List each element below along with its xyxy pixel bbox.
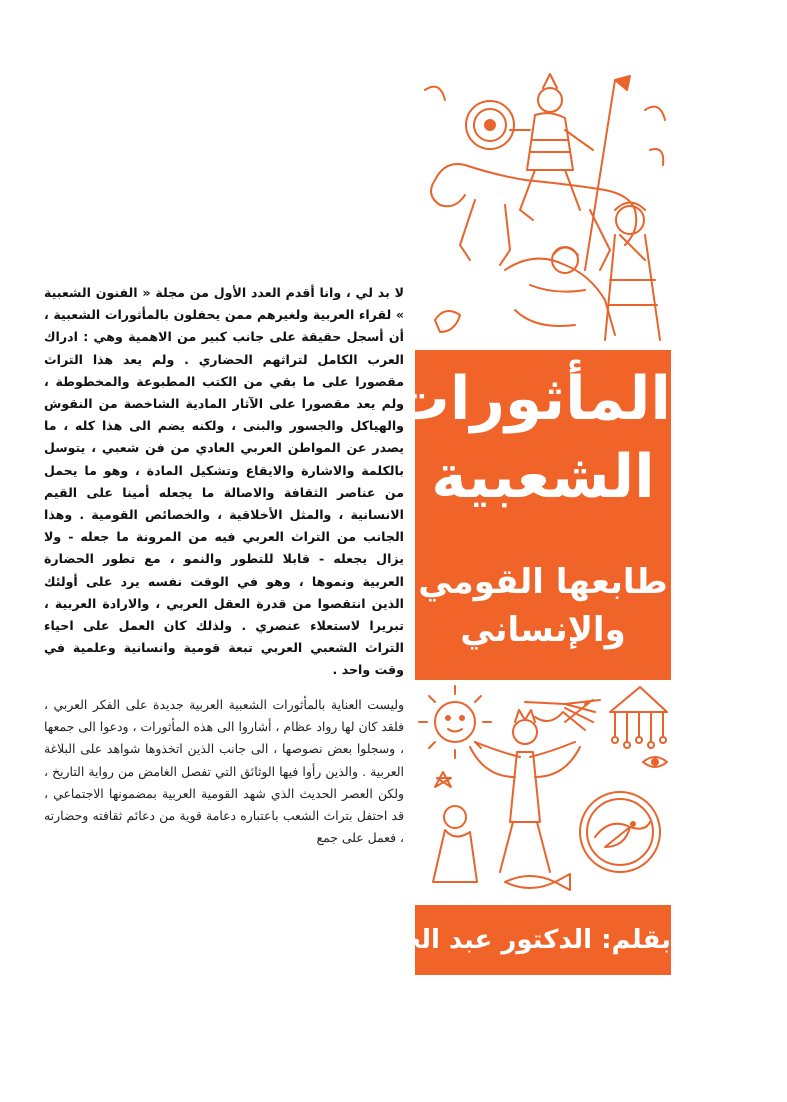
title-block	[389, 350, 671, 680]
horseman-icon	[415, 70, 671, 350]
body-column	[44, 282, 404, 919]
author-bar	[277, 905, 671, 975]
folk-symbols-icon	[415, 682, 671, 904]
intro-paragraph: لا بد لي ، وانا أقدم العدد الأول من مجلة « الفنون الشعبية » لقراء العربية ولغيرهم ممن يحفلون بالمأثورات الشعبية ، أن أسجل حقيقة على جانب كبير من الاهمية وهي : ادراك العرب الكامل لتراثهم الحضاري . ولم يعد هذا التراث مقصورا على ما بقي من الكتب المطبوعة والمخطوطة ، ولم يعد مقصورا على الآثار المادية الشاخصة من النقوش والهياكل والجسور والبنى ، ولكنه يضم الى هذا كله ، ما يصدر عن المواطن العربي العادي من فن شعبي ، يتوسل بالكلمة والاشارة والايقاع وتشكيل المادة ، وهو ما يحمل من عناصر الثقافة والاصالة ما يجعله أمينا على القيم الانسانية ، والمثل الأخلاقية ، والخصائص القومية . وهذا الجانب من التراث العربي فيه من المرونة ما جعله - ولا يزال يجعله - قابلا للتطور والنمو ، مع تطور الحضارة العربية ونموها ، وهو في الوقت نفسه يرد على أولئك الذين انتقصوا من قدرة العقل العربي ، والارادة العربية ، تبريرا لاستعلاء عنصري . ولذلك كان العمل على احياء التراث الشعبي العربي تبعة قومية وانسانية وعلمية في وقت واحد .	[44, 285, 404, 678]
bottom-illustration	[415, 682, 671, 904]
author-label: بقلم: الدكتور عبد الحميد يونس	[277, 925, 671, 955]
title-line-2: الشعبية	[431, 442, 655, 512]
title-line-1: المأثورات	[389, 364, 671, 434]
body-paragraph: وليست العناية بالمأثورات الشعبية العربية جديدة على الفكر العربي ، فلقد كان لها رواد عظام ، أشاروا الى هذه المأثورات ، ودعوا الى جمعها ، وسجلوا بعض نصوصها ، الى جانب الذين اتخذوها شواهد على البلاغة العربية . والذين رأوا فيها الوثائق التي تفصل الغامض من رواية التاريخ ، ولكن العصر الحديث الذي شهد القومية العربية بمضمونها الاجتماعي ، قد احتفل بتراث الشعب باعتباره دعامة قوية من دعائم ثقافته وحضارته ، فعمل على جمع	[44, 696, 404, 846]
subtitle-line-1: طابعها القومي	[418, 562, 668, 602]
top-illustration	[415, 70, 671, 350]
subtitle-line-2: والإنساني	[460, 610, 626, 650]
